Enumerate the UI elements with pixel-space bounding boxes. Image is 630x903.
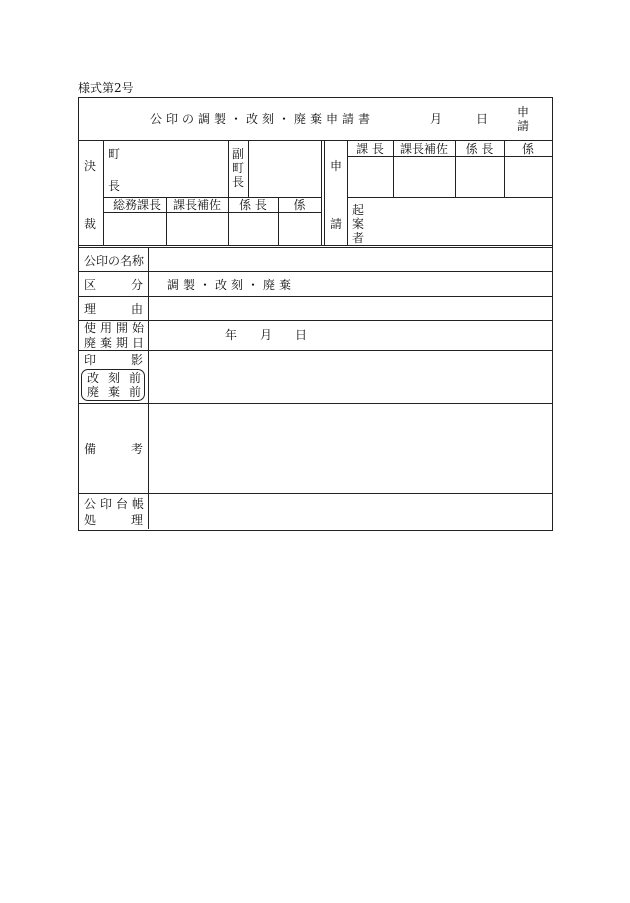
chou-top-label: 町	[108, 147, 121, 161]
kian-label: 起 案 者	[351, 203, 364, 245]
apply-label: 申 請	[516, 105, 529, 133]
applicant-header-hosa: 課長補佐	[399, 142, 448, 156]
before-haiki-1: 廃	[87, 385, 100, 399]
before-haiki-3: 前	[129, 385, 142, 399]
kubun-label-left: 区	[84, 278, 97, 292]
day-label: 日	[476, 112, 489, 126]
before-haiki-2: 棄	[108, 385, 121, 399]
applicant-header-kakarichou: 係 長	[465, 142, 494, 156]
approval-header-soumu: 総務課長	[112, 198, 161, 212]
applicant-header-kakari: 係	[521, 142, 534, 156]
bikou-label-left: 備	[84, 442, 97, 456]
period-year: 年	[225, 328, 238, 342]
fukuchouchou-label: 副 町 長	[231, 147, 244, 189]
inei-label-right: 影	[131, 353, 144, 367]
before-kaikoku-2: 刻	[108, 371, 121, 385]
form-number-label: 様式第2号	[78, 81, 134, 95]
form-title: 公印の調製・改刻・廃棄申請書	[150, 112, 375, 126]
riyuu-label-left: 理	[84, 302, 97, 316]
daichou-label: 公印台帳	[84, 497, 149, 511]
bikou-label-right: 考	[131, 442, 144, 456]
applicant-header-kachou: 課 長	[356, 142, 384, 156]
approval-header-kakari: 係	[293, 198, 306, 212]
before-kaikoku-1: 改	[87, 371, 100, 385]
chou-bottom-label: 長	[108, 179, 121, 193]
approval-header-hosa: 課長補佐	[172, 198, 221, 212]
sei-label: 請	[330, 217, 343, 231]
period-day: 日	[295, 328, 308, 342]
period-month: 月	[260, 328, 273, 342]
ketsu-label: 決	[84, 159, 97, 173]
sai-label: 裁	[84, 217, 97, 231]
seal-name-label: 公印の名称	[84, 254, 145, 268]
period-label-end: 廃棄期日	[84, 336, 149, 350]
before-kaikoku-3: 前	[129, 371, 142, 385]
inei-label-left: 印	[84, 353, 97, 367]
month-label: 月	[430, 112, 443, 126]
kubun-label-right: 分	[131, 278, 144, 292]
shori-label-left: 処	[84, 513, 97, 527]
riyuu-label-right: 由	[131, 302, 144, 316]
kubun-value: 調製・改刻・廃棄	[167, 278, 296, 292]
shin-label: 申	[330, 159, 343, 173]
period-label-start: 使用開始	[84, 321, 149, 335]
shori-label-right: 理	[131, 513, 144, 527]
approval-header-kakarichou: 係 長	[239, 198, 267, 212]
